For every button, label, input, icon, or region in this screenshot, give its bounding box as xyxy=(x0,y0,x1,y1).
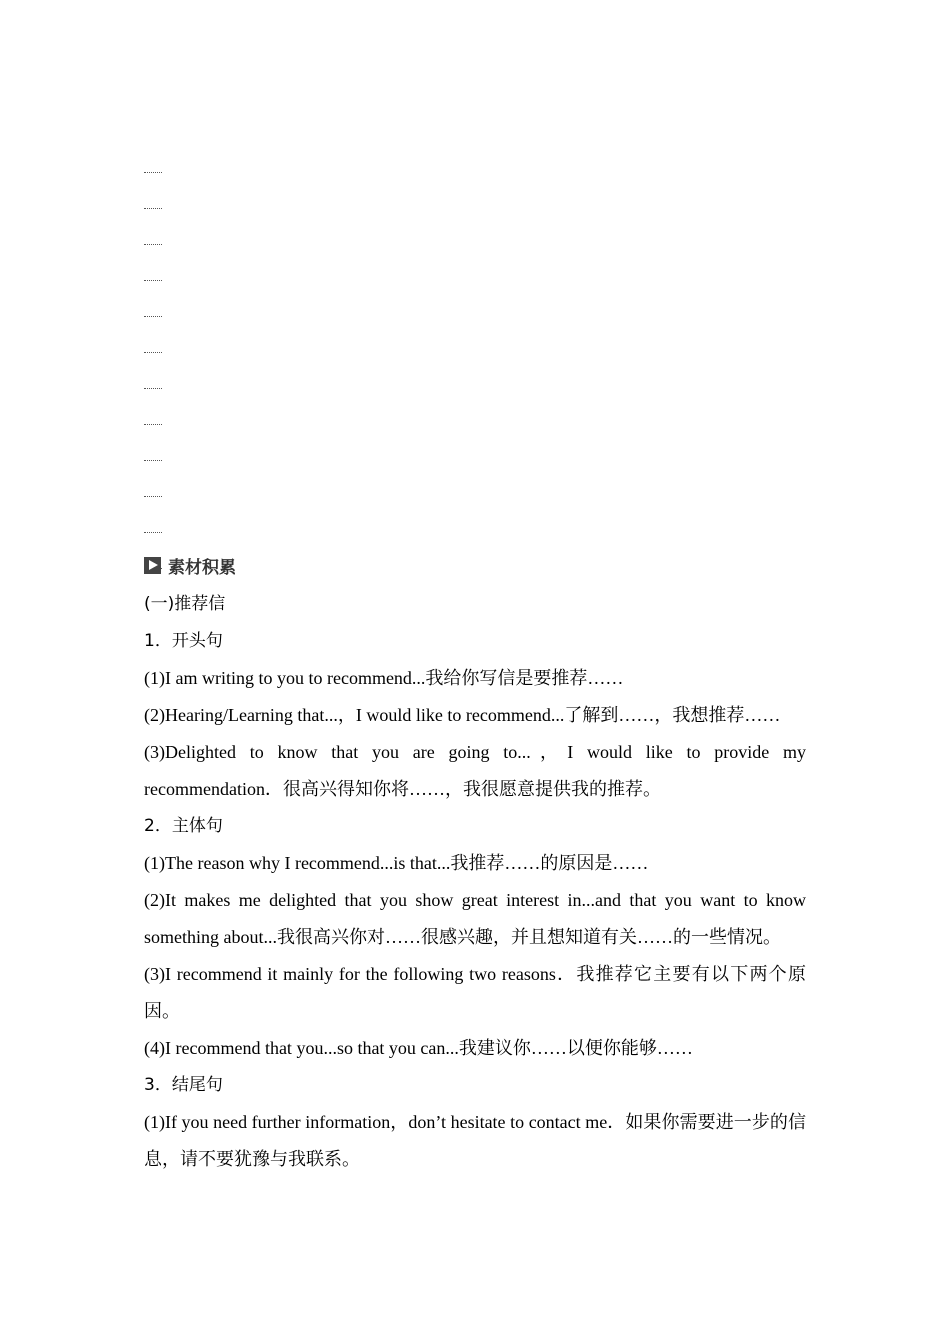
sentence-item: (2)It makes me delighted that you show great interest in...and that you want to know something about...我很高兴你对……很感兴趣，并且想知道有关……的一些情况。 xyxy=(144,890,806,947)
writing-lines xyxy=(144,137,164,569)
category-title: (一)推荐信 xyxy=(144,594,226,614)
writing-line xyxy=(144,245,162,281)
sentence-item: (3)Delighted to know that you are going to...，I would like to provide my recommendation．很高兴得知你将……，我很愿意提供我的推荐。 xyxy=(144,742,806,799)
writing-line xyxy=(144,281,162,317)
sentence-item: (1)The reason why I recommend...is that...我推荐……的原因是…… xyxy=(144,853,649,873)
writing-line xyxy=(144,209,162,245)
writing-line xyxy=(144,317,162,353)
writing-line xyxy=(144,173,162,209)
section-heading xyxy=(144,550,806,580)
material-section xyxy=(144,550,806,1178)
group-heading: 2．主体句 xyxy=(144,816,223,836)
sentence-item: (1)If you need further information，don’t hesitate to contact me．如果你需要进一步的信息，请不要犹豫与我联系。 xyxy=(144,1112,806,1169)
writing-line xyxy=(144,497,162,533)
play-triangle-icon xyxy=(144,557,161,574)
sentence-item: (2)Hearing/Learning that...，I would like to recommend...了解到……，我想推荐…… xyxy=(144,705,781,725)
sentence-item: (4)I recommend that you...so that you can...我建议你……以便你能够…… xyxy=(144,1038,693,1058)
writing-line xyxy=(144,461,162,497)
writing-line xyxy=(144,425,162,461)
section-title: 素材积累 xyxy=(168,557,236,578)
sentence-item: (3)I recommend it mainly for the following two reasons．我推荐它主要有以下两个原因。 xyxy=(144,964,806,1021)
writing-line xyxy=(144,137,162,173)
sentence-item: (1)I am writing to you to recommend...我给你写信是要推荐…… xyxy=(144,668,624,688)
group-heading: 1．开头句 xyxy=(144,631,223,651)
writing-line xyxy=(144,353,162,389)
group-heading: 3．结尾句 xyxy=(144,1075,223,1095)
writing-line xyxy=(144,389,162,425)
